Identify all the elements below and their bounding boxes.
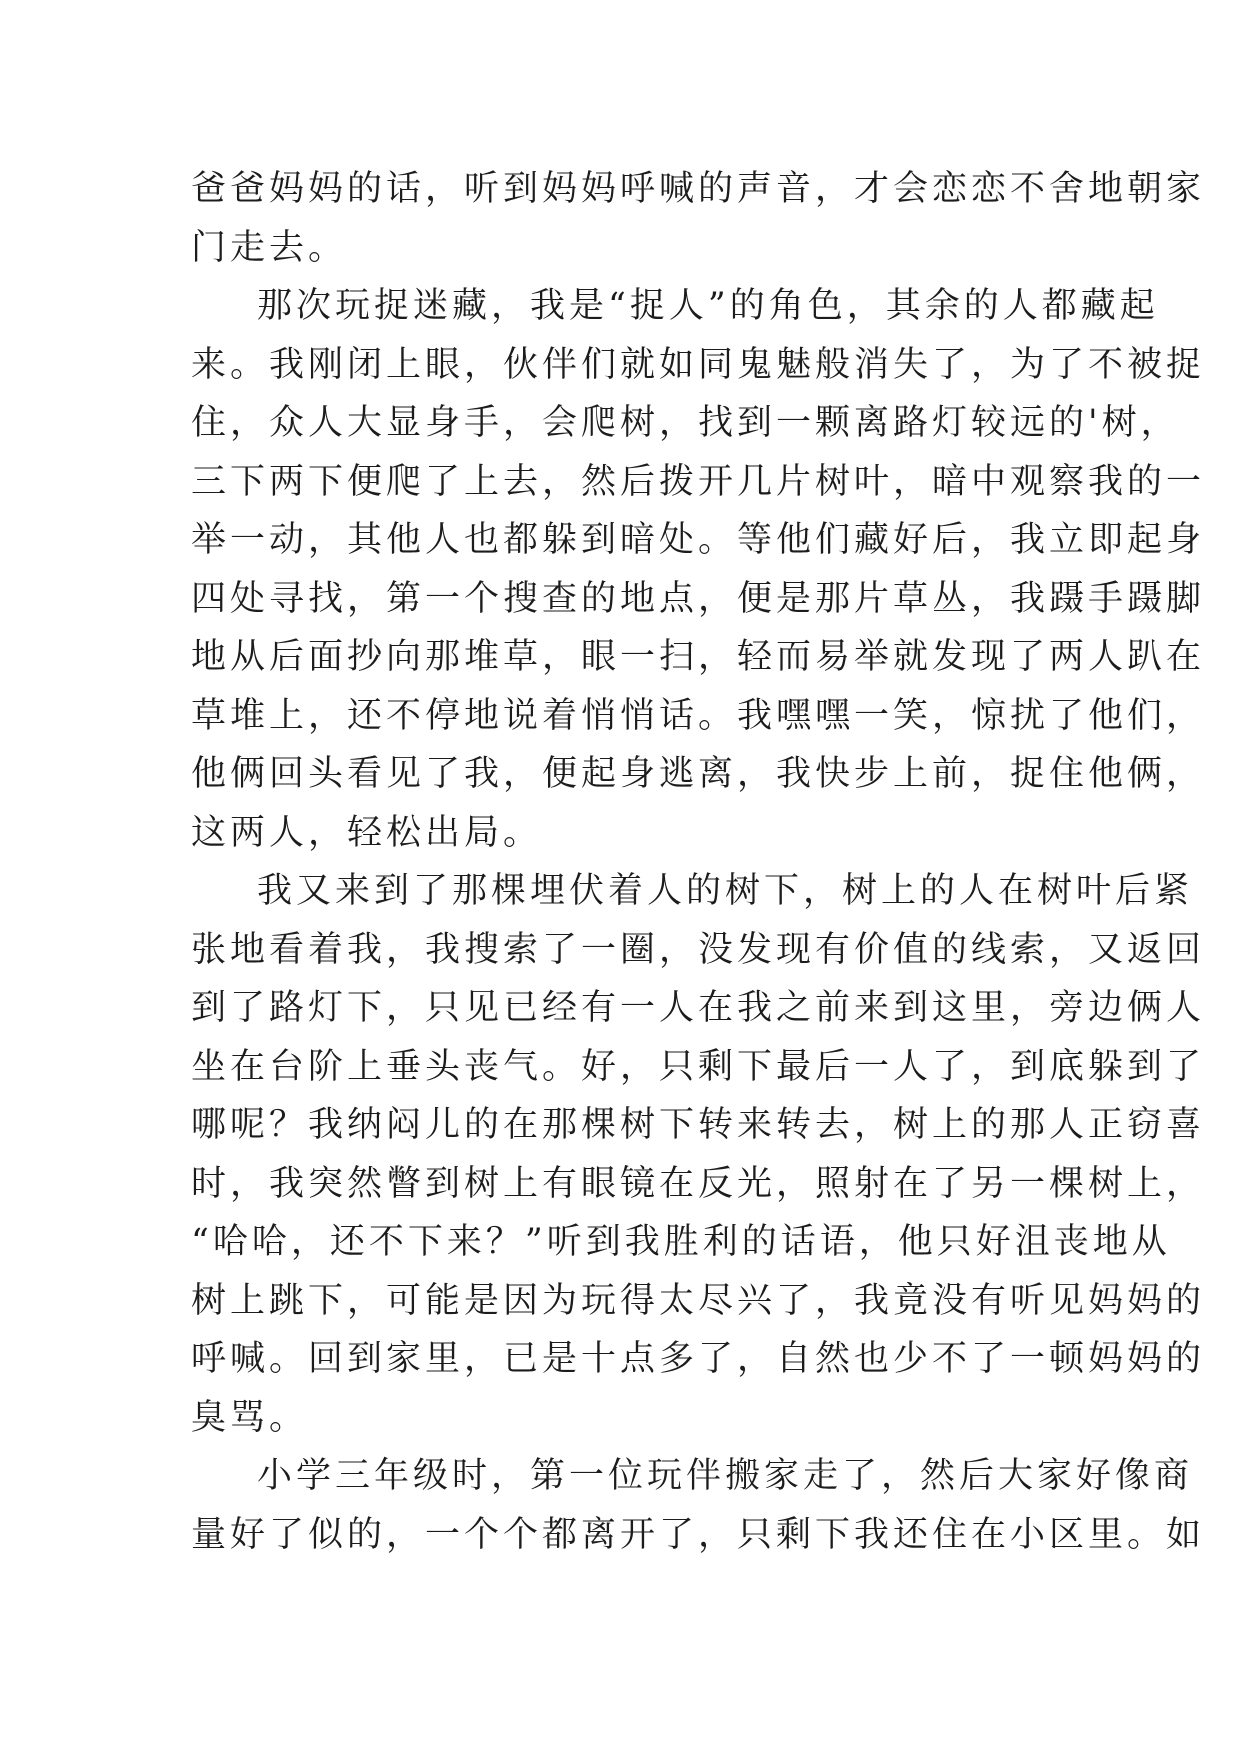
paragraph: [191, 277, 1206, 862]
text-line: 门走去。: [191, 227, 348, 268]
text-line: 哪呢？我纳闷儿的在那棵树下转来转去，树上的那人正窃喜: [191, 1105, 1206, 1145]
text-line: 我又来到了那棵埋伏着人的树下，树上的人在树叶后紧: [257, 871, 1194, 911]
text-line: 这两人，轻松出局。: [191, 812, 543, 853]
text-line: 时，我突然瞥到树上有眼镜在反光，照射在了另一棵树上，: [191, 1163, 1206, 1204]
text-line: 他俩回头看见了我，便起身逃离，我快步上前，捉住他俩，: [191, 754, 1206, 794]
text-line: 臭骂。: [191, 1397, 309, 1438]
text-line: “哈哈，还不下来？”听到我胜利的话语，他只好沮丧地从: [191, 1222, 1171, 1262]
text-line: 到了路灯下，只见已经有一人在我之前来到这里，旁边俩人: [191, 988, 1206, 1028]
text-line: 树上跳下，可能是因为玩得太尽兴了，我竟没有听见妈妈的: [191, 1280, 1206, 1321]
text-line: 四处寻找，第一个搜查的地点，便是那片草丛，我蹑手蹑脚: [191, 578, 1206, 619]
paragraph: [191, 862, 1206, 1447]
text-line: 坐在台阶上垂头丧气。好，只剩下最后一人了，到底躲到了: [191, 1046, 1206, 1087]
paragraph: [191, 160, 1206, 277]
text-line: 地从后面抄向那堆草，眼一扫，轻而易举就发现了两人趴在: [191, 637, 1206, 677]
text-line: 来。我刚闭上眼，伙伴们就如同鬼魅般消失了，为了不被捉: [191, 344, 1206, 385]
text-line: 量好了似的，一个个都离开了，只剩下我还住在小区里。如: [191, 1514, 1206, 1555]
text-line: 爸爸妈妈的话，听到妈妈呼喊的声音，才会恋恋不舍地朝家: [191, 169, 1206, 209]
text-line: 住，众人大显身手，会爬树，找到一颗离路灯较远的'树，: [191, 403, 1180, 443]
text-line: 那次玩捉迷藏，我是“捉人”的角色，其余的人都藏起: [257, 286, 1159, 326]
text-line: 举一动，其他人也都躲到暗处。等他们藏好后，我立即起身: [191, 520, 1206, 560]
text-line: 张地看着我，我搜索了一圈，没发现有价值的线索，又返回: [191, 929, 1206, 970]
body-text: [191, 160, 1206, 1564]
text-line: 呼喊。回到家里，已是十点多了，自然也少不了一顿妈妈的: [191, 1339, 1206, 1379]
text-line: 三下两下便爬了上去，然后拨开几片树叶，暗中观察我的一: [191, 461, 1206, 502]
paragraph: [191, 1447, 1206, 1564]
text-line: 草堆上，还不停地说着悄悄话。我嘿嘿一笑，惊扰了他们，: [191, 695, 1206, 736]
text-line: 小学三年级时，第一位玩伴搬家走了，然后大家好像商: [257, 1456, 1194, 1496]
